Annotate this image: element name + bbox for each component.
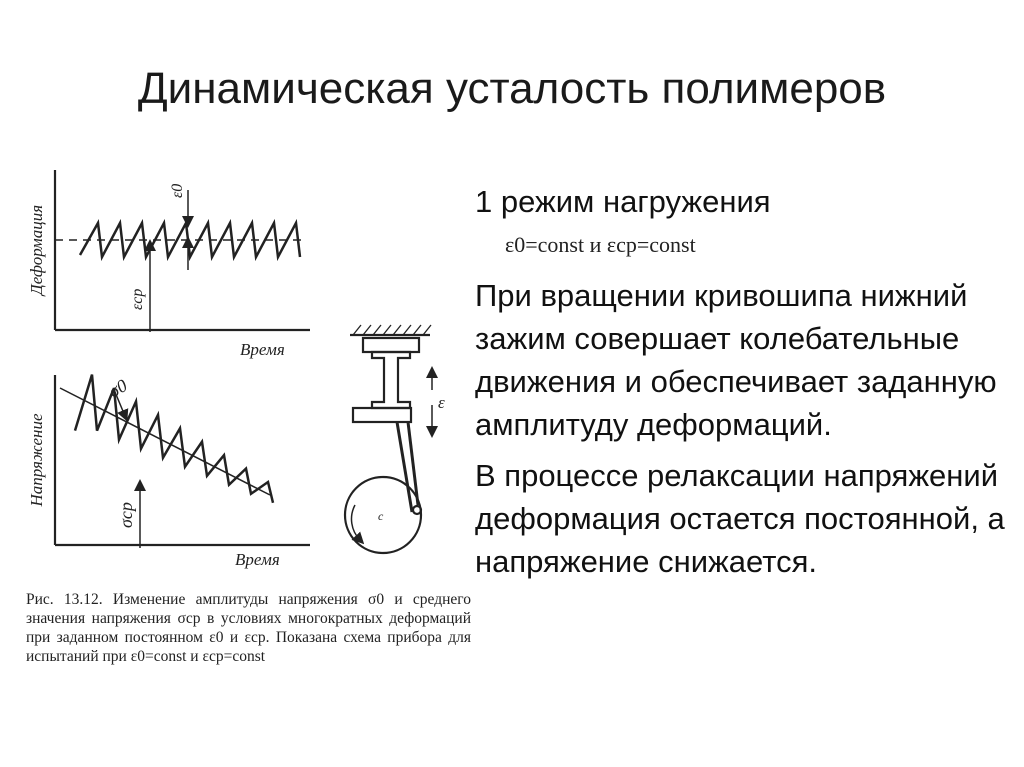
content-area bbox=[475, 180, 1015, 583]
bottom-mean-label: σср bbox=[116, 502, 136, 528]
sample bbox=[372, 352, 410, 408]
formula: ε0=const и εср=const bbox=[505, 232, 696, 257]
mount-hatching bbox=[353, 325, 431, 335]
loading-mode-heading: 1 режим нагружения bbox=[475, 184, 771, 219]
upper-clamp bbox=[363, 338, 419, 352]
bottom-chart bbox=[55, 375, 310, 548]
figure-caption: Рис. 13.12. Изменение амплитуды напряжения σ0 и среднего значения напряжения σср в условиях многократных деформаций при заданном постоянном ε0 и εср. Показана схема прибора для испытаний при ε0=const и εср=const bbox=[26, 591, 471, 665]
bottom-stress-wave bbox=[75, 375, 273, 503]
bottom-y-label: Напряжение bbox=[27, 413, 46, 507]
device-eps-label: ε bbox=[438, 393, 445, 412]
bottom-amp-label: σ0 bbox=[105, 375, 131, 402]
top-y-label: Деформация bbox=[27, 204, 46, 296]
paragraph-relaxation: В процессе релаксации напряжений деформация остается постоянной, а напряжение снижается. bbox=[475, 458, 1005, 579]
test-device-schematic bbox=[345, 325, 432, 553]
bottom-x-label: Время bbox=[235, 550, 280, 569]
fatigue-diagram bbox=[20, 160, 470, 590]
lower-clamp bbox=[353, 408, 411, 422]
top-mean-label: εср bbox=[129, 288, 146, 310]
top-amp-label: ε0 bbox=[169, 183, 186, 198]
slide-title: Динамическая усталость полимеров bbox=[137, 64, 887, 113]
paragraph-crank: При вращении кривошипа нижний зажим совершает колебательные движения и обеспечивает заданную амплитуду деформаций. bbox=[475, 278, 997, 442]
top-x-label: Время bbox=[240, 340, 285, 359]
device-center-label: с bbox=[378, 509, 384, 523]
bottom-mean-line bbox=[60, 388, 270, 495]
rotation-arrow bbox=[351, 505, 360, 540]
